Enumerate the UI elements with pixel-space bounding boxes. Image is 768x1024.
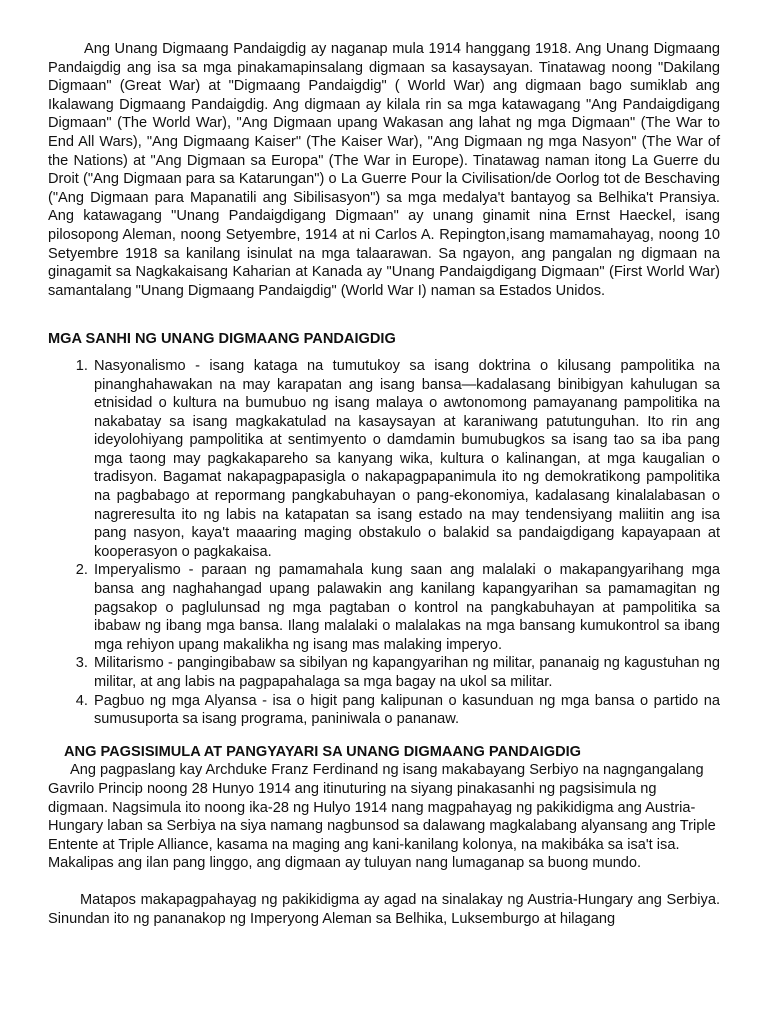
events-heading: ANG PAGSISIMULA AT PANGYAYARI SA UNANG DIGMAANG PANDAIGDIG [64,743,582,760]
list-item: 2. Imperyalismo - paraan ng pamamahala kung saan ang malalaki o makapangyarihang mga bansa ang naghahangad upang palawakin ang kanilang kapangyarihan sa pamamagitan ng pagsakop o paglulunsad ng mga pagtaban o kontrol na pangkabuhayan at pampolitika sa ibabaw ng ibang mga bansa. Ilang malalaki o malalakas na mga bansang kumukontrol sa ibang mga rehiyon upang makalikha ng isang mas malaking imperyo. [92,561,720,654]
events-paragraph-2: Matapos makapagpahayag ng pakikidigma ay agad na sinalakay ng Austria-Hungary ang Serbiya. Sinundan ito ng pananakop ng Imperyong Aleman sa Belhika, Luksemburgo at hilagang [48,891,720,927]
causes-list [48,357,720,729]
causes-heading: MGA SANHI NG UNANG DIGMAANG PANDAIGDIG [48,331,396,348]
events-paragraph-1: Ang pagpaslang kay Archduke Franz Ferdinand ng isang makabayang Serbiyo na nagngangalang Gavrilo Princip noong 28 Hunyo 1914 ang itinuturing na siyang pinakasanhi ng pagsisimula ng digmaan. Nagsimula ito noong ika-28 ng Hulyo 1914 nang magpahayag ng pakikidigma ang Austria-Hungary laban sa Serbiya na siya namang nagbunsod sa dalawang magkalabang alyansang ang Triple Entente at Triple Alliance, kasama na maging ang kani-kanilang kolonya, na makibáka sa isa't isa. Makalipas ang ilan pang linggo, ang digmaan ay tuluyan nang lumaganap sa buong mundo. [48,762,716,872]
list-item: 3. Militarismo - pangingibabaw sa sibilyan ng kapangyarihan ng militar, pananaig ng kagustuhan ng militar, at ang labis na pagpapahalaga sa mga bagay na ukol sa militar. [92,654,720,691]
list-item: 1. Nasyonalismo - isang kataga na tumutukoy sa isang doktrina o kilusang pampolitika na pinanghahawakan na may karapatan ang isang bansa—kadalasang binibigyan kahulugan sa etnisidad o kultura na bumubuo ng isang malaya o awtonomong pamayanang pampolitika na nakabatay sa isang magkakatulad na kasaysayan at karaniwang patutunguhan. Ito rin ang ideyolohiyang pampolitika at sentimyento o damdamin bumubugkos sa isang tao sa iba pang mga taong may pagkakapareho sa kanyang wika, kultura o kalinangan, at mga kaugalian o tradisyon. Bagamat nakapagpapasigla o nakapagpapanimula ito ng demokratikong pampolitika na pagbabago at repormang pangkabuhayan o pang-ekonomiya, kadalasang kinalalabasan o nagreresulta ito ng labis na katapatan sa isang estado na may tendensiyang maliitin ang isa pang nasyon, kaya't maaaring maging obstakulo o balakid sa pandaigdigang kapayapaan at kooperasyon o pagkakaisa. [92,357,720,562]
list-item: 4. Pagbuo ng mga Alyansa - isa o higit pang kalipunan o kasunduan ng mga bansa o partido na sumusuporta sa isang programa, paniniwala o pananaw. [92,692,720,729]
intro-paragraph: Ang Unang Digmaang Pandaigdig ay naganap mula 1914 hanggang 1918. Ang Unang Digmaang Pandaigdig ang isa sa mga pinakamapinsalang digmaan sa kasaysayan. Tinatawag noong "Dakilang Digmaan" (Great War) at "Digmaang Pandaigdig" ( World War) ang digmaan bago sumiklab ang Ikalawang Digmaang Pandaigdig. Ang digmaan ay kilala rin sa mga katawagang "Ang Pandaigdigang Digmaan" (The World War), "Ang Digmaan upang Wakasan ang lahat ng mga Digmaan" (The War to End All Wars), "Ang Digmaang Kaiser" (The Kaiser War), "Ang Digmaan ng mga Nasyon" (The War of the Nations) at "Ang Digmaan sa Europa" (The War in Europe). Tinatawag naman itong La Guerre du Droit ("Ang Digmaan para sa Katarungan") o La Guerre Pour la Civilisation/de Oorlog tot de Beschaving ("Ang Digmaan para Mapanatili ang Sibilisasyon") sa mga medalya't bantayog sa Belhika't Pransiya. Ang katawagang "Unang Pandaigdigang Digmaan" ay unang ginamit nina Ernst Haeckel, isang pilosopong Aleman, noong Setyembre, 1914 at ni Carlos A. Repington,isang mamamahayag, noong 10 Setyembre 1918 sa kanilang isinulat na mga talaarawan. Sa ngayon, ang pangalan ng digmaan na ginagamit sa Nagkakaisang Kaharian at Kanada ay "Unang Pandaigdigang Digmaan" (First World War) samantalang "Unang Digmaang Pandaigdig" (World War I) naman sa Estados Unidos. [48,41,720,299]
